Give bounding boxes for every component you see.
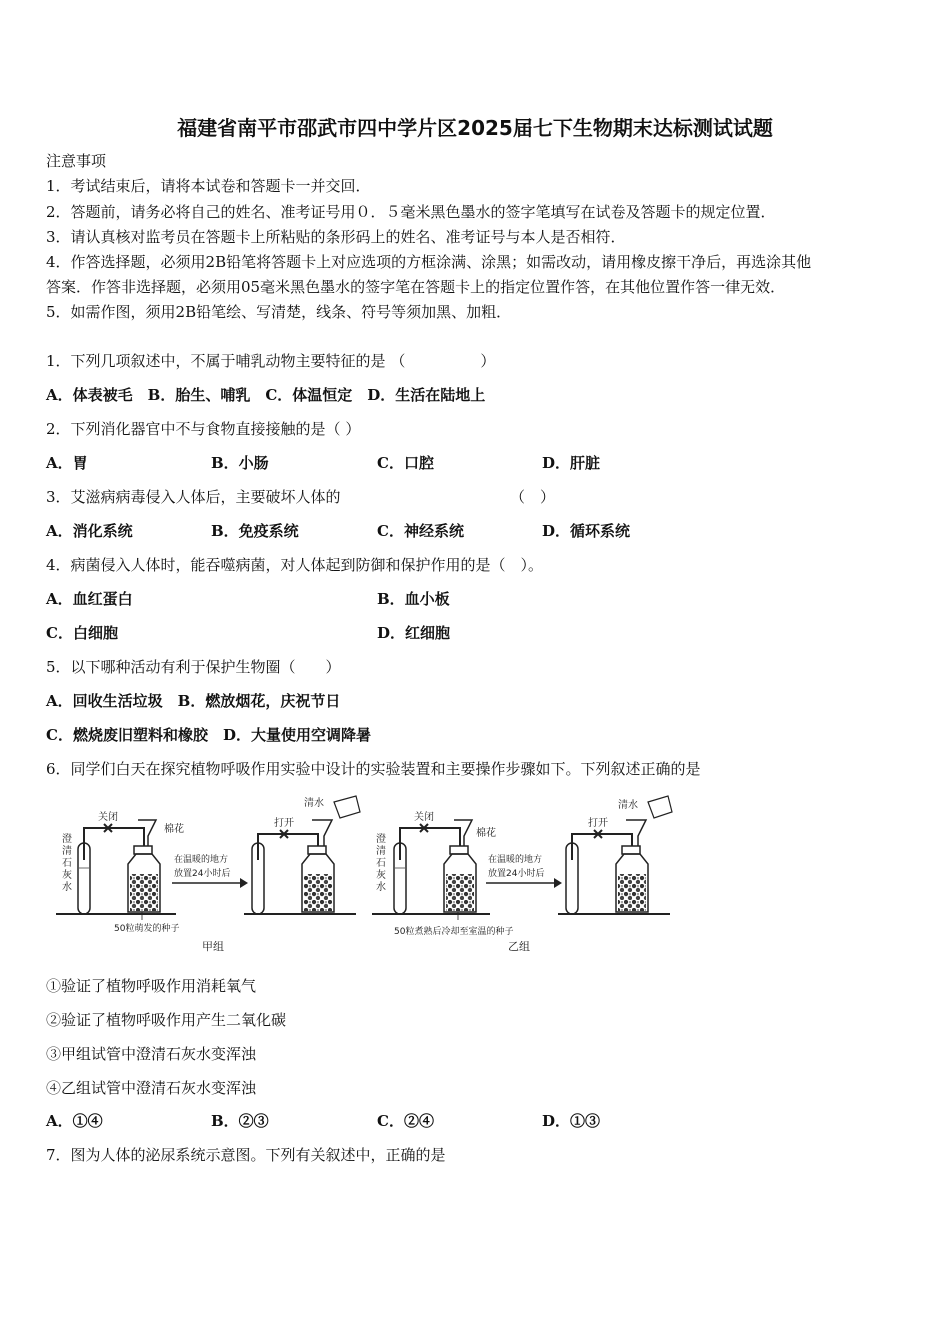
svg-text:在温暖的地方: 在温暖的地方 bbox=[174, 855, 229, 865]
valve-closed-label: 关闭 bbox=[98, 812, 118, 823]
valve-open-label: 打开 bbox=[588, 818, 608, 829]
experiment-figure bbox=[56, 788, 676, 958]
cotton-label: 棉花 bbox=[476, 828, 496, 839]
seeds bbox=[446, 874, 474, 911]
note-item: 4．作答选择题，必须用2B铅笔将答题卡上对应选项的方框涂满、涂黑；如需改动，请用橡皮擦干净后，再选涂其他 bbox=[46, 253, 812, 271]
group-a-label: 甲组 bbox=[202, 940, 224, 953]
question-3-option-b: B．免疫系统 bbox=[211, 522, 299, 540]
question-5-options-cd: C．燃烧废旧塑料和橡胶 D．大量使用空调降暑 bbox=[46, 726, 371, 744]
seeds bbox=[304, 874, 332, 911]
question-1-stem: 1．下列几项叙述中，不属于哺乳动物主要特征的是 （ ） bbox=[46, 352, 496, 370]
question-2-stem: 2．下列消化器官中不与食物直接接触的是（ ） bbox=[46, 420, 361, 438]
page-title: 福建省南平市邵武市四中学片区2025届七下生物期末达标测试试题 bbox=[177, 116, 773, 140]
limewater-label-char: 清 bbox=[62, 846, 72, 857]
question-6-option-d: D．①③ bbox=[542, 1112, 601, 1130]
setup-a-before bbox=[56, 810, 184, 934]
question-6-statement: ④乙组试管中澄清石灰水变浑浊 bbox=[46, 1079, 257, 1097]
svg-text:放置24小时后: 放置24小时后 bbox=[174, 869, 231, 879]
limewater-label-char: 石 bbox=[376, 858, 386, 869]
beaker bbox=[648, 796, 672, 818]
limewater-label-char: 石 bbox=[62, 858, 72, 869]
limewater-label-char: 水 bbox=[62, 882, 72, 893]
svg-text:在温暖的地方: 在温暖的地方 bbox=[488, 855, 543, 865]
note-item: 2．答题前，请务必将自己的姓名、准考证号用０．５毫米黑色墨水的签字笔填写在试卷及答题卡的规定位置． bbox=[46, 203, 776, 221]
question-4-option-d: D．红细胞 bbox=[377, 624, 451, 642]
limewater-label-char: 水 bbox=[376, 882, 386, 893]
question-6-option-a: A．①④ bbox=[46, 1112, 103, 1130]
seeds bbox=[130, 874, 158, 911]
question-5-options-ab: A．回收生活垃圾 B．燃放烟花，庆祝节日 bbox=[46, 692, 341, 710]
question-5-stem: 5．以下哪种活动有利于保护生物圈（ ） bbox=[46, 658, 341, 676]
question-6-statement: ①验证了植物呼吸作用消耗氧气 bbox=[46, 977, 257, 995]
question-4-option-b: B．血小板 bbox=[377, 590, 450, 608]
note-item: 5．如需作图，须用2B铅笔绘、写清楚，线条、符号等须加黑、加粗． bbox=[46, 303, 512, 321]
question-2-option-d: D．肝脏 bbox=[542, 454, 601, 472]
question-6-option-c: C．②④ bbox=[377, 1112, 434, 1130]
question-6-statement: ③甲组试管中澄清石灰水变浑浊 bbox=[46, 1045, 257, 1063]
valve-open-label: 打开 bbox=[274, 818, 294, 829]
limewater-label-char: 灰 bbox=[62, 870, 72, 881]
valve-closed-label: 关闭 bbox=[414, 812, 434, 823]
question-1-options: A．体表被毛 B．胎生、哺乳 C．体温恒定 D．生活在陆地上 bbox=[46, 386, 486, 404]
seeds-a-label: 50粒萌发的种子 bbox=[114, 924, 180, 934]
question-6-statement: ②验证了植物呼吸作用产生二氧化碳 bbox=[46, 1011, 287, 1029]
question-6-stem: 6．同学们白天在探究植物呼吸作用实验中设计的实验装置和主要操作步骤如下。下列叙述正确的是 bbox=[46, 760, 701, 778]
question-3-answer-paren: （ ） bbox=[510, 488, 556, 506]
question-4-option-c: C．白细胞 bbox=[46, 624, 118, 642]
limewater-label-char: 澄 bbox=[62, 834, 72, 845]
question-2-option-b: B．小肠 bbox=[211, 454, 269, 472]
notes-heading: 注意事项 bbox=[46, 152, 107, 170]
question-2-option-a: A．胃 bbox=[46, 454, 88, 472]
limewater-label-char: 灰 bbox=[376, 870, 386, 881]
arrow-24h bbox=[172, 853, 248, 888]
arrow-24h bbox=[486, 853, 562, 888]
svg-text:放置24小时后: 放置24小时后 bbox=[488, 869, 545, 879]
note-item: 答案．作答非选择题，必须用05毫米黑色墨水的签字笔在答题卡上的指定位置作答，在其他位置作答一律无效． bbox=[46, 278, 786, 296]
question-6-option-b: B．②③ bbox=[211, 1112, 269, 1130]
note-item: 1．考试结束后，请将本试卷和答题卡一并交回． bbox=[46, 177, 371, 195]
question-3-option-a: A．消化系统 bbox=[46, 522, 133, 540]
group-b-label: 乙组 bbox=[508, 940, 530, 953]
question-4-stem: 4．病菌侵入人体时，能吞噬病菌，对人体起到防御和保护作用的是（ ）。 bbox=[46, 556, 544, 574]
question-3-option-d: D．循环系统 bbox=[542, 522, 631, 540]
seeds-b-label: 50粒煮熟后冷却至室温的种子 bbox=[394, 927, 514, 937]
question-4-option-a: A．血红蛋白 bbox=[46, 590, 133, 608]
beaker bbox=[334, 796, 360, 818]
note-item: 3．请认真核对监考员在答题卡上所粘贴的条形码上的姓名、准考证号与本人是否相符． bbox=[46, 228, 626, 246]
question-3-stem: 3．艾滋病病毒侵入人体后，主要破坏人体的 bbox=[46, 488, 341, 506]
question-7-stem: 7．图为人体的泌尿系统示意图。下列有关叙述中，正确的是 bbox=[46, 1146, 446, 1164]
question-3-option-c: C．神经系统 bbox=[377, 522, 464, 540]
question-2-option-c: C．口腔 bbox=[377, 454, 434, 472]
limewater-label-char: 澄 bbox=[376, 834, 386, 845]
water-label: 清水 bbox=[618, 800, 638, 811]
seeds bbox=[618, 874, 646, 911]
limewater-label-char: 清 bbox=[376, 846, 386, 857]
water-label: 清水 bbox=[304, 798, 324, 809]
cotton-label: 棉花 bbox=[164, 824, 184, 835]
